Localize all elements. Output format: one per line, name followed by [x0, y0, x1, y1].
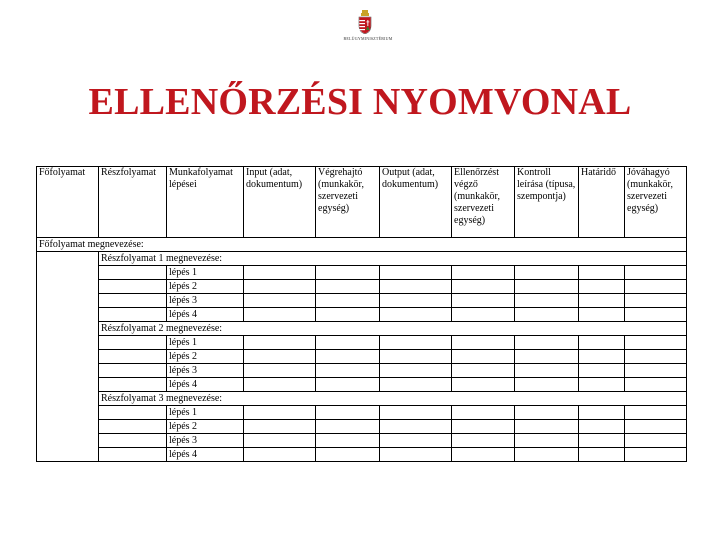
step-row — [37, 294, 687, 308]
step-label: lépés 2 — [167, 280, 244, 294]
main-process-label: Főfolyamat megnevezése: — [37, 238, 687, 252]
table-header-row — [37, 167, 687, 238]
step-label: lépés 4 — [167, 378, 244, 392]
subprocess-label: Részfolyamat 1 megnevezése: — [99, 252, 687, 266]
column-header: Munkafolyamat lépései — [167, 167, 244, 238]
step-row — [37, 378, 687, 392]
step-row — [37, 266, 687, 280]
step-label: lépés 1 — [167, 406, 244, 420]
subprocess-row — [37, 392, 687, 406]
step-row — [37, 308, 687, 322]
step-row — [37, 434, 687, 448]
subprocess-label: Részfolyamat 3 megnevezése: — [99, 392, 687, 406]
page-title: ELLENŐRZÉSI NYOMVONAL — [88, 81, 632, 123]
step-label: lépés 3 — [167, 364, 244, 378]
subprocess-label: Részfolyamat 2 megnevezése: — [99, 322, 687, 336]
step-row — [37, 448, 687, 462]
step-row — [37, 336, 687, 350]
column-header: Ellenőrzést végző (munkakör, szervezeti egység) — [452, 167, 515, 238]
step-row — [37, 350, 687, 364]
step-row — [37, 420, 687, 434]
subprocess-row — [37, 252, 687, 266]
column-header: Részfolyamat — [99, 167, 167, 238]
main-process-cell — [37, 252, 99, 462]
step-label: lépés 4 — [167, 448, 244, 462]
coat-of-arms-logo — [358, 10, 372, 34]
column-header: Output (adat, dokumentum) — [380, 167, 452, 238]
column-header: Végrehajtó (munkakör, szervezeti egység) — [316, 167, 380, 238]
column-header: Főfolyamat — [37, 167, 99, 238]
step-label: lépés 3 — [167, 294, 244, 308]
step-label: lépés 1 — [167, 266, 244, 280]
subprocess-row — [37, 322, 687, 336]
column-header: Input (adat, dokumentum) — [244, 167, 316, 238]
main-process-row — [37, 238, 687, 252]
step-label: lépés 1 — [167, 336, 244, 350]
column-header: Határidő — [579, 167, 625, 238]
column-header: Jóváhagyó (munkakör, szervezeti egység) — [625, 167, 687, 238]
step-label: lépés 4 — [167, 308, 244, 322]
step-label: lépés 2 — [167, 420, 244, 434]
ministry-name: BELÜGYMINISZTÉRIUM — [343, 36, 393, 41]
step-row — [37, 364, 687, 378]
step-row — [37, 406, 687, 420]
audit-trail-table — [36, 166, 687, 462]
column-header: Kontroll leírása (típusa, szempontja) — [515, 167, 579, 238]
step-label: lépés 3 — [167, 434, 244, 448]
step-label: lépés 2 — [167, 350, 244, 364]
step-row — [37, 280, 687, 294]
